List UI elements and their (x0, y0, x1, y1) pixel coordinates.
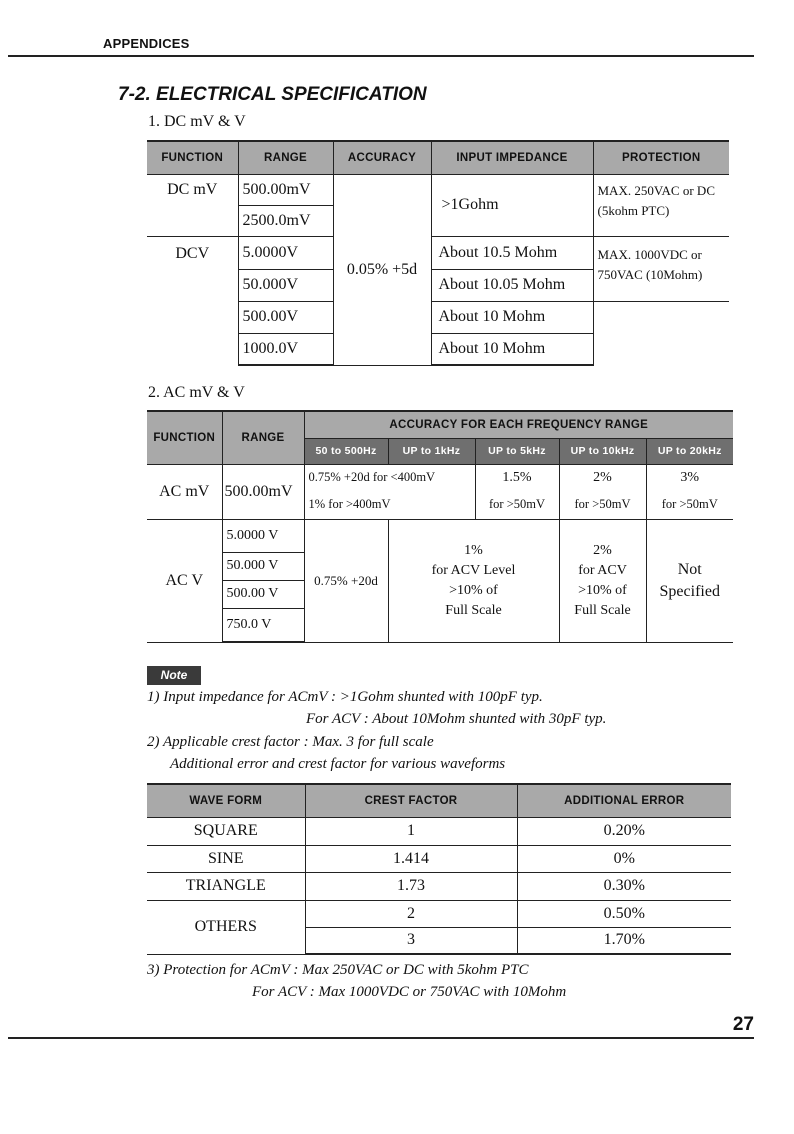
wave-form-sine: SINE (147, 845, 305, 872)
footer-rule (8, 1037, 754, 1039)
ac-mv-5khz: 1.5% (475, 464, 559, 491)
dc-v-range-1: 5.0000V (238, 236, 333, 269)
ac-mv-range: 500.00mV (222, 464, 304, 519)
section-title: 7-2. ELECTRICAL SPECIFICATION (118, 84, 427, 105)
ac-col-function: FUNCTION (147, 411, 222, 464)
dc-mv-range-2: 2500.0mV (238, 205, 333, 236)
dc-spec-table (147, 140, 729, 366)
wave-crest-others-1: 2 (305, 900, 517, 927)
ac-v-mid-line-1: 1% (464, 542, 483, 558)
ac-v-mid-line-2: for ACV Level (431, 562, 516, 578)
dc-mv-range-1: 500.00mV (238, 174, 333, 205)
dc-v-impedance-3: About 10 Mohm (431, 301, 593, 333)
wave-error-others-2: 1.70% (517, 927, 731, 954)
dc-col-function: FUNCTION (147, 141, 238, 174)
ac-freq-50-500hz: 50 to 500Hz (304, 438, 388, 464)
wave-form-triangle: TRIANGLE (147, 872, 305, 900)
dc-v-impedance-2: About 10.05 Mohm (431, 269, 593, 301)
ac-mv-10khz-note: for >50mV (559, 491, 646, 519)
wave-form-others: OTHERS (147, 900, 305, 954)
ac-v-range-1: 5.0000 V (222, 519, 304, 552)
ac-col-group: ACCURACY FOR EACH FREQUENCY RANGE (304, 411, 733, 438)
ac-v-10khz-line-1: 2% (593, 542, 612, 558)
note-2a: 2) Applicable crest factor : Max. 3 for full scale (147, 734, 434, 750)
ac-v-10khz (559, 519, 646, 642)
ac-mv-low: 0.75% +20d for <400mV (304, 464, 475, 491)
ac-col-range: RANGE (222, 411, 304, 464)
ac-v-mid-line-4: Full Scale (445, 602, 502, 618)
ac-freq-1khz: UP to 1kHz (388, 438, 475, 464)
dc-v-range-3: 500.00V (238, 301, 333, 333)
ac-mv-function: AC mV (147, 464, 222, 519)
dc-col-accuracy: ACCURACY (333, 141, 431, 174)
ac-v-20khz (646, 519, 733, 642)
dc-v-impedance-4: About 10 Mohm (431, 333, 593, 365)
ac-v-accuracy: 0.75% +20d (304, 519, 388, 642)
dc-v-range-2: 50.000V (238, 269, 333, 301)
running-header: APPENDICES (103, 36, 190, 51)
wave-crest-others-2: 3 (305, 927, 517, 954)
wave-error-others-1: 0.50% (517, 900, 731, 927)
wave-error-sine: 0% (517, 845, 731, 872)
note-badge: Note (147, 666, 201, 685)
wave-crest-sine: 1.414 (305, 845, 517, 872)
note-3a: 3) Protection for ACmV : Max 250VAC or DC with 5kohm PTC (147, 962, 529, 978)
header-rule (8, 55, 754, 57)
wave-crest-triangle: 1.73 (305, 872, 517, 900)
dc-col-protection: PROTECTION (593, 141, 729, 174)
dc-mv-function: DC mV (147, 174, 238, 236)
dc-mv-impedance: >1Gohm (431, 174, 593, 236)
wave-col-error: ADDITIONAL ERROR (517, 784, 731, 817)
note-3b: For ACV : Max 1000VDC or 750VAC with 10Mohm (252, 984, 567, 1000)
dc-v-protection: MAX. 1000VDC or 750VAC (10Mohm) (593, 236, 729, 301)
wave-crest-square: 1 (305, 817, 517, 845)
note-1a: 1) Input impedance for ACmV : >1Gohm shunted with 100pF typ. (147, 689, 543, 705)
ac-mv-20khz: 3% (646, 464, 733, 491)
dc-mv-protection: MAX. 250VAC or DC (5kohm PTC) (593, 174, 729, 236)
ac-mv-5khz-note: for >50mV (475, 491, 559, 519)
ac-mv-high: 1% for >400mV (304, 491, 475, 519)
dc-col-range: RANGE (238, 141, 333, 174)
dc-col-impedance: INPUT IMPEDANCE (431, 141, 593, 174)
ac-subtitle: 2. AC mV & V (148, 384, 245, 401)
ac-spec-table (147, 410, 733, 643)
note-2b: Additional error and crest factor for various waveforms (170, 756, 506, 772)
ac-freq-20khz: UP to 20kHz (646, 438, 733, 464)
dc-subtitle: 1. DC mV & V (148, 113, 246, 130)
ac-v-range-2: 50.000 V (222, 552, 304, 580)
page-number: 27 (732, 1014, 754, 1035)
ac-v-10khz-line-2: for ACV (578, 562, 627, 578)
ac-v-range-3: 500.00 V (222, 580, 304, 608)
ac-v-range-4: 750.0 V (222, 608, 304, 642)
ac-v-function: AC V (147, 519, 222, 642)
ac-freq-10khz: UP to 10kHz (559, 438, 646, 464)
ac-v-20khz-line-2: Specified (659, 582, 720, 600)
wave-form-square: SQUARE (147, 817, 305, 845)
ac-v-10khz-line-3: >10% of (578, 582, 627, 598)
wave-col-crest: CREST FACTOR (305, 784, 517, 817)
waveform-table (147, 783, 731, 955)
ac-v-20khz-line-1: Not (677, 560, 702, 578)
ac-mv-10khz: 2% (559, 464, 646, 491)
wave-error-triangle: 0.30% (517, 872, 731, 900)
ac-freq-5khz: UP to 5kHz (475, 438, 559, 464)
note-1b: For ACV : About 10Mohm shunted with 30pF typ. (306, 711, 607, 727)
ac-v-mid-line-3: >10% of (449, 582, 498, 598)
ac-v-10khz-line-4: Full Scale (574, 602, 631, 618)
ac-v-mid (388, 519, 559, 642)
dc-v-function: DCV (147, 236, 238, 365)
wave-error-square: 0.20% (517, 817, 731, 845)
dc-v-range-4: 1000.0V (238, 333, 333, 365)
ac-mv-20khz-note: for >50mV (646, 491, 733, 519)
dc-v-impedance-1: About 10.5 Mohm (431, 236, 593, 269)
dc-accuracy: 0.05% +5d (333, 174, 431, 365)
wave-col-form: WAVE FORM (147, 784, 305, 817)
